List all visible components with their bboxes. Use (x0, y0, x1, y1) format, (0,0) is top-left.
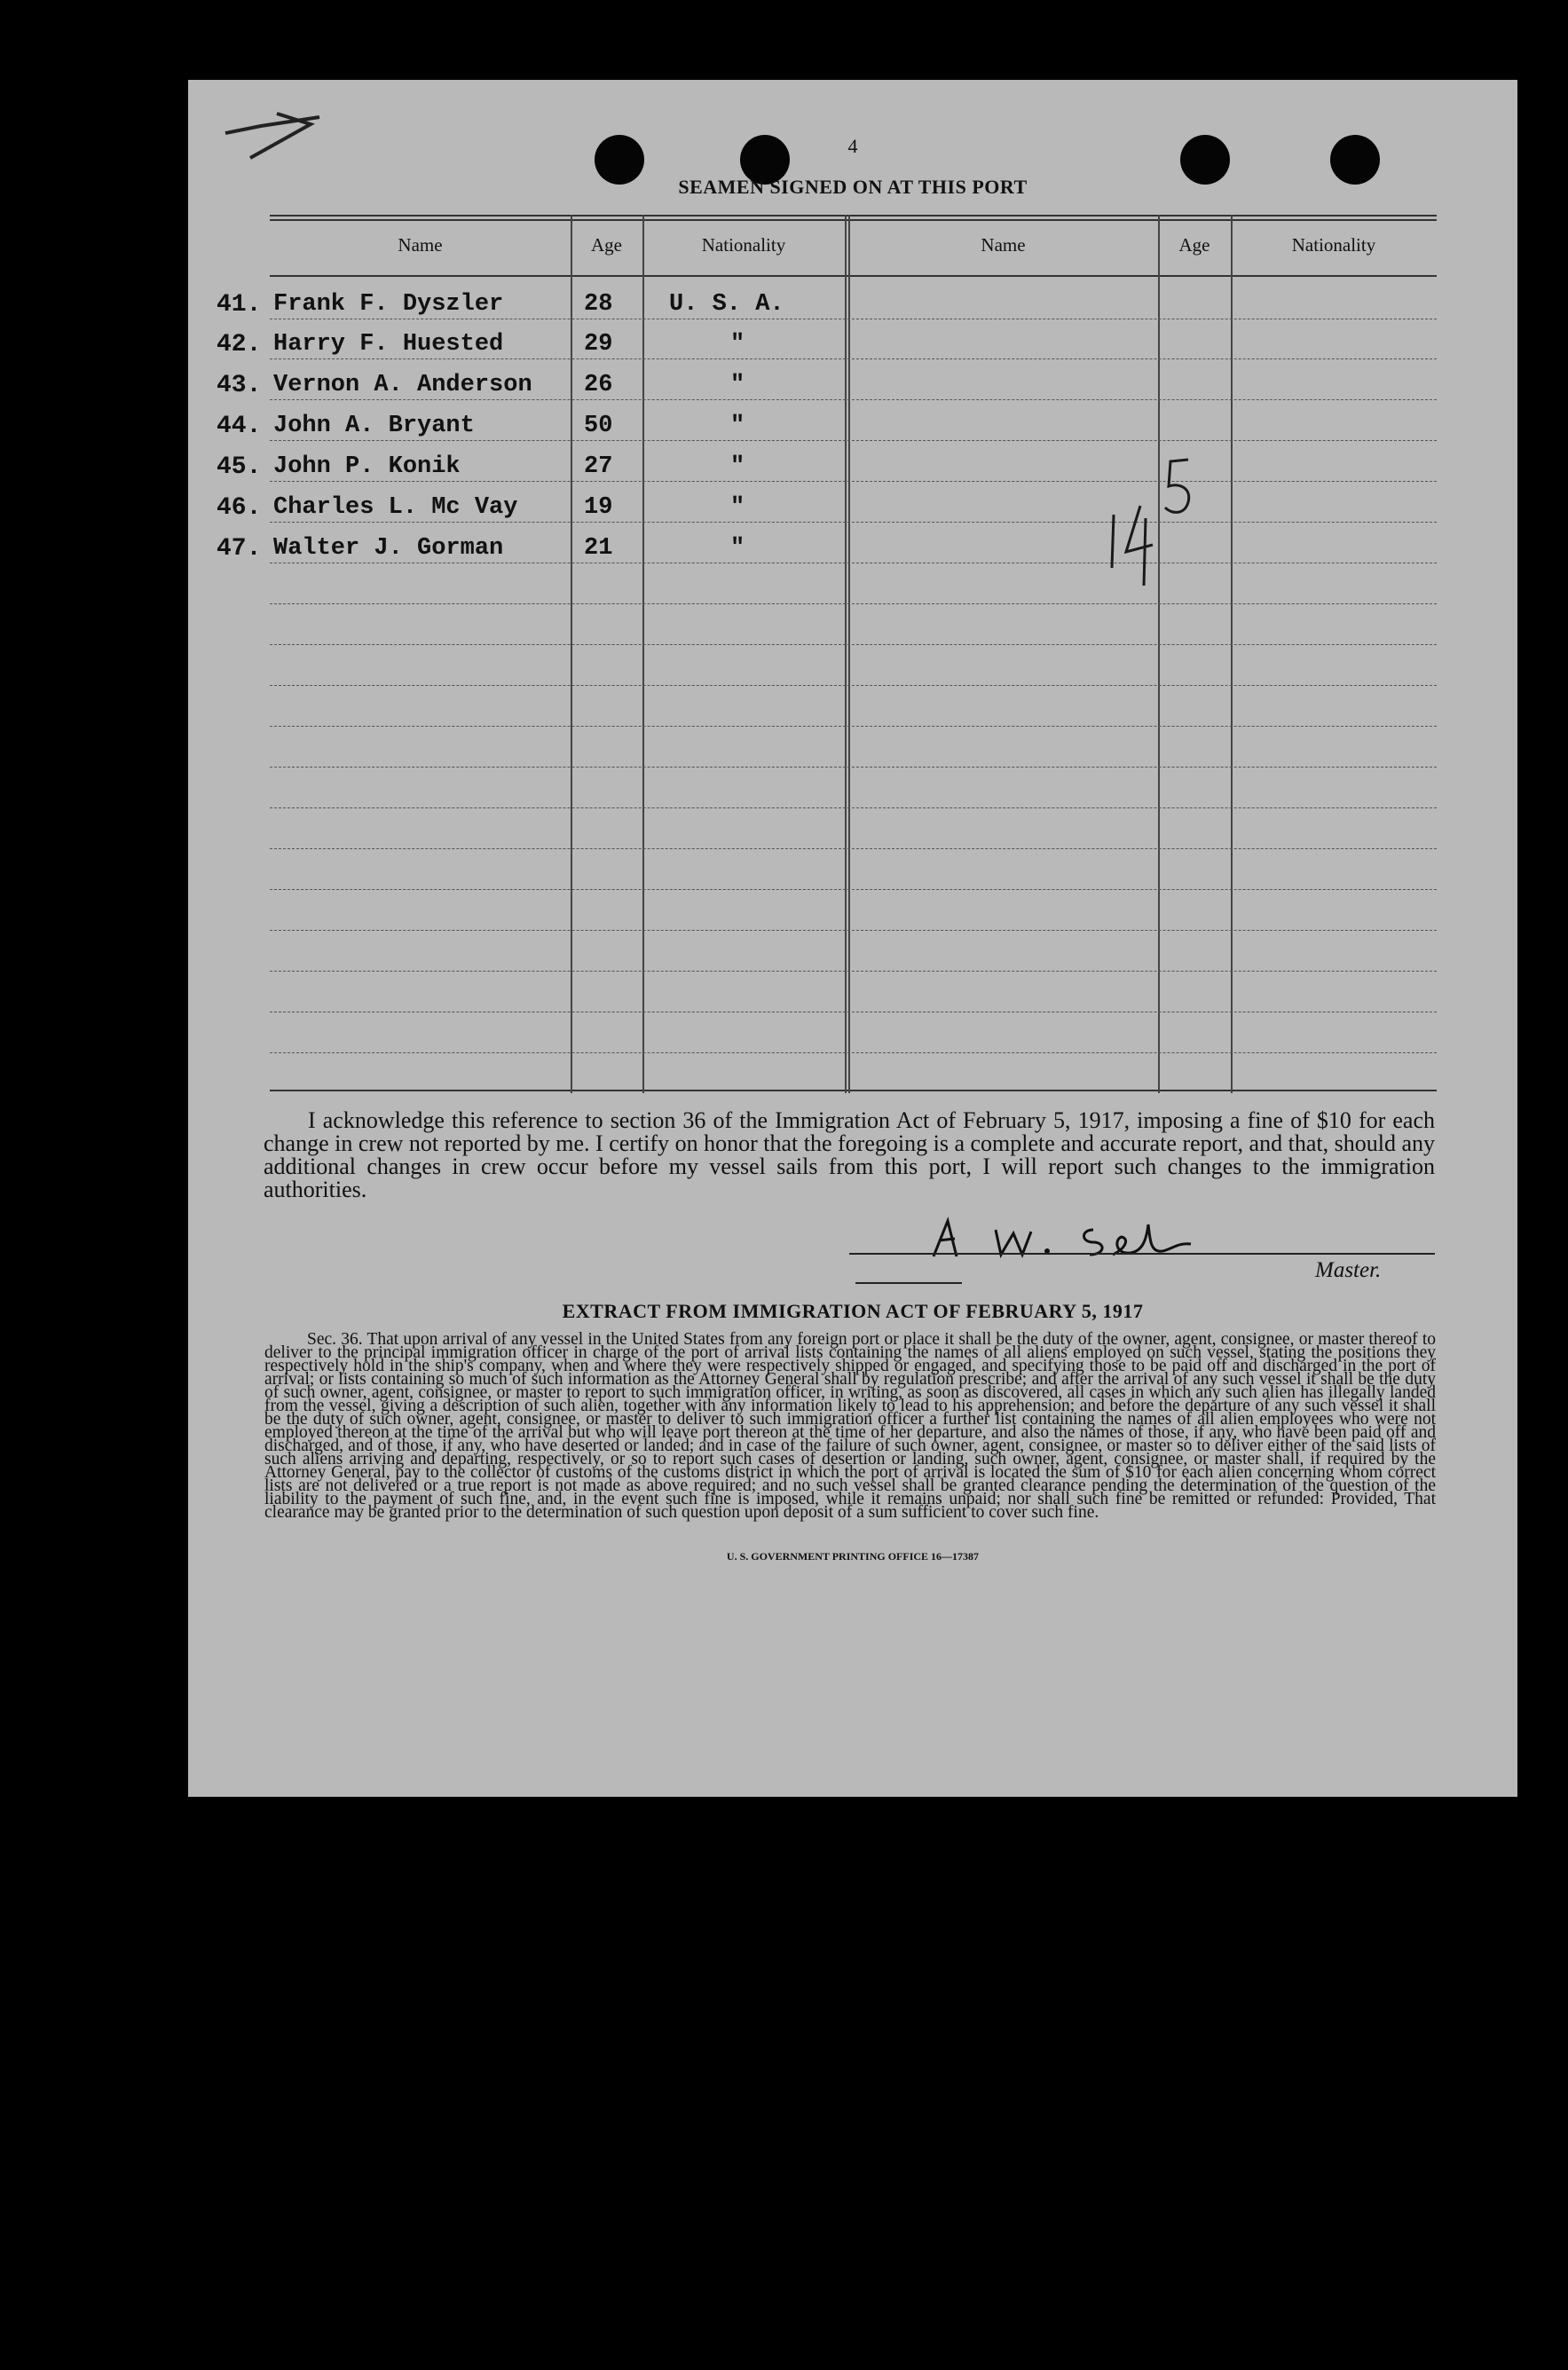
row-number: 41. (217, 291, 262, 319)
header-nationality: Nationality (701, 234, 786, 256)
header-age-right: Age (1178, 234, 1210, 256)
seaman-nationality: " (730, 331, 745, 358)
seaman-name: Harry F. Huested (273, 331, 504, 358)
table-top-rule (270, 219, 1437, 221)
row-rule (270, 603, 1437, 604)
seaman-nationality: " (730, 494, 745, 521)
row-rule (270, 522, 1437, 523)
header-nationality-right: Nationality (1291, 234, 1376, 256)
master-signature (925, 1212, 1209, 1265)
seaman-age: 29 (584, 331, 613, 358)
seaman-nationality: " (730, 413, 745, 439)
extract-text: That upon arrival of any vessel in the United States from any foreign port or place it shall be the duty of the owner, agent, consignee, or master thereof to deliver to the principal immigration officer in charge of the port of arrival lists containing the names of all aliens employed on such vessel, stating the positions they respectively hold in the ship's company, when and where they were respectively shipped or engaged, and specifying those to be paid off and discharged in the port of arrival; or lists containing so much of such information as the Attorney General shall by regulation prescribe; and after the arrival of any such vessel it shall be the duty of such owner, agent, consignee, or master to report to such immigration officer, in writing, as soon as discovered, all cases in which any such alien has illegally landed from the vessel, giving a description of such alien, together with any information likely to lead to his apprehension; and before the departure of any such vessel it shall be the duty of such owner, agent, consignee, or master to deliver to such immigration officer a further list containing the names of all alien employees who were not employed thereon at the time of the arrival but who will leave port thereon at the time of her departure, and also the names of those, if any, who have been paid off and discharged, and of those, if any, who have deserted or landed; and in case of the failure of such owner, agent, consignee, or master so to deliver either of the said lists of such aliens arriving and departing, respectively, or so to report such cases of desertion or landing, such owner, agent, consignee, or master shall, if required by the Attorney General, pay to the collector of customs of the customs district in which the port of arrival is located the sum of $10 for each alien concerning whom correct lists are not delivered or a true report is not made as above required; and no such vessel shall be granted clearance pending the determination of the question of the liability to the payment of such fine, and, in the event such fine is imposed, while it remains unpaid; nor shall such fine be remitted or refunded: Provided, That clearance may be granted prior to the determination of such question upon deposit of a sum sufficient to cover such fine. (264, 1330, 1436, 1522)
seaman-age: 19 (584, 494, 613, 521)
table-top-rule (270, 215, 1437, 217)
form-page (188, 80, 1517, 1797)
row-rule (270, 767, 1437, 768)
seaman-name: Vernon A. Anderson (273, 372, 532, 398)
seaman-nationality: " (730, 372, 745, 398)
row-number: 44. (217, 413, 262, 440)
seaman-name: John P. Konik (273, 453, 461, 480)
seaman-age: 21 (584, 535, 613, 562)
row-rule (270, 848, 1437, 849)
seaman-age: 28 (584, 291, 613, 318)
column-divider (642, 215, 644, 1093)
row-number: 46. (217, 494, 262, 522)
acknowledgment-statement (264, 1109, 1435, 1201)
crew-table (217, 215, 1437, 1093)
extract-title: EXTRACT FROM IMMIGRATION ACT OF FEBRUARY 5, 1917 (562, 1300, 1144, 1322)
printer-imprint: U. S. GOVERNMENT PRINTING OFFICE 16—17387 (726, 1550, 980, 1563)
seaman-name: Charles L. Mc Vay (273, 494, 518, 521)
master-label: Master. (1315, 1258, 1382, 1282)
signature-line (849, 1253, 1435, 1255)
column-divider (848, 215, 850, 1093)
seaman-name: John A. Bryant (273, 413, 475, 439)
row-rule (270, 399, 1437, 400)
row-rule (270, 685, 1437, 686)
header-age: Age (591, 234, 622, 256)
seaman-name: Walter J. Gorman (273, 535, 504, 562)
row-number: 45. (217, 453, 262, 481)
header-name-right: Name (981, 234, 1026, 256)
row-number: 47. (217, 535, 262, 563)
seaman-nationality: " (730, 535, 745, 562)
handwritten-145-note (1107, 453, 1204, 594)
row-rule (270, 971, 1437, 972)
extract-section-label: Sec. 36. (307, 1330, 363, 1349)
row-rule (270, 726, 1437, 727)
page-heading: SEAMEN SIGNED ON AT THIS PORT (678, 176, 1028, 198)
column-divider (845, 215, 847, 1093)
page-number: 4 (847, 135, 858, 157)
row-rule (270, 440, 1437, 441)
column-divider (1158, 215, 1160, 1093)
row-rule (270, 358, 1437, 359)
row-rule (270, 930, 1437, 931)
seaman-nationality: " (730, 453, 745, 480)
extract-body (264, 1330, 1436, 1522)
seaman-age: 26 (584, 372, 613, 398)
section-divider (855, 1282, 962, 1284)
row-rule (270, 1052, 1437, 1053)
row-rule (270, 644, 1437, 645)
row-number: 43. (217, 372, 262, 399)
seaman-age: 27 (584, 453, 613, 480)
row-rule (270, 481, 1437, 482)
seaman-name: Frank F. Dyszler (273, 291, 504, 318)
table-header-rule (270, 275, 1437, 277)
header-name: Name (398, 234, 443, 256)
acknowledgment-text: I acknowledge this reference to section 36 of the Immigration Act of February 5, 1917, imposing a fine of $10 for each change in crew not reported by me. I certify on honor that the foregoing is a complete and accurate report, and that, should any additional changes in crew occur before my vessel sails from this port, I will report such changes to the immigration authorities. (264, 1107, 1435, 1202)
seaman-age: 50 (584, 413, 613, 439)
seaman-nationality: U. S. A. (669, 291, 784, 318)
row-rule (270, 807, 1437, 808)
row-number: 42. (217, 331, 262, 358)
column-divider (571, 215, 572, 1093)
column-divider (1231, 215, 1233, 1093)
row-rule (270, 889, 1437, 890)
table-bottom-rule (270, 1090, 1437, 1091)
